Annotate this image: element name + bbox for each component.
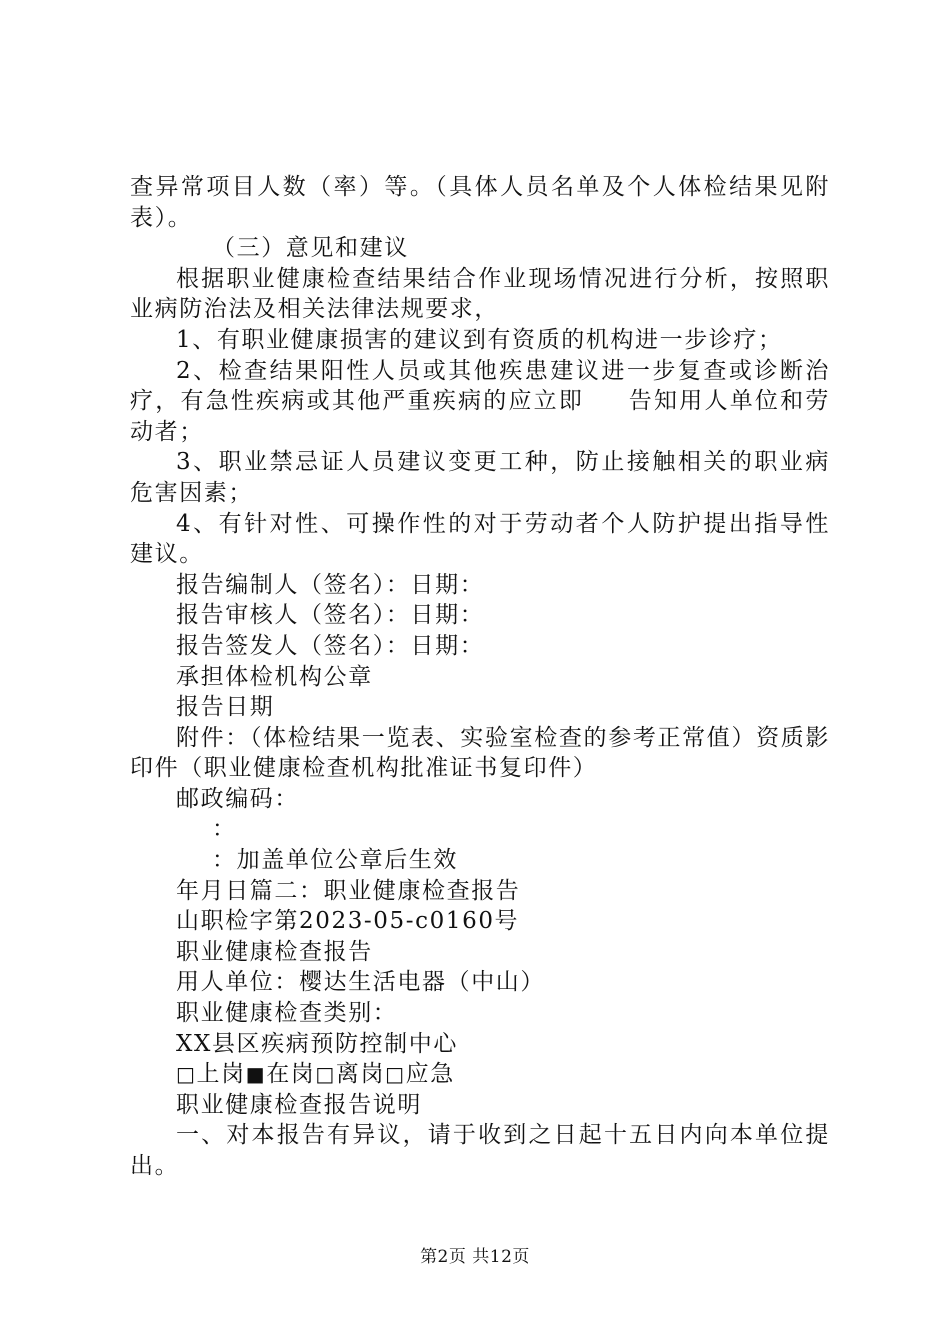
- employer-line: 用人单位：樱达生活电器（中山）: [176, 969, 545, 996]
- document-number: 山职检字第2023-05-c0160号: [176, 908, 520, 935]
- checkbox-checked-icon: ■: [245, 1062, 267, 1087]
- report-notes-heading: 职业健康检查报告说明: [176, 1091, 422, 1118]
- signature-line-reviewer: 报告审核人（签名）：日期：: [176, 602, 485, 629]
- list-item: 3、职业禁忌证人员建议变更工种，防止接触相关的职业病危害因素；: [130, 449, 830, 506]
- paragraph: 查异常项目人数（率）等。（具体人员名单及个人体检结果见附表）。: [130, 174, 830, 231]
- attachment-note: 附件：（体检结果一览表、实验室检查的参考正常值）资质影印件（职业健康检查机构批准证书复印件）: [130, 724, 830, 782]
- list-item: [130, 356, 830, 448]
- page-number-footer: 第2页 共12页: [420, 1247, 530, 1267]
- checkbox-icon: □: [176, 1062, 197, 1087]
- colon-line: ：: [212, 816, 237, 843]
- checkbox-icon: □: [315, 1062, 336, 1087]
- document-body: [130, 172, 830, 1182]
- checkbox-icon: □: [385, 1062, 406, 1087]
- paragraph: 根据职业健康检查结果结合作业现场情况进行分析，按照职业病防治法及相关法律法规要求，: [130, 265, 830, 323]
- list-item-text: 告知用人单位和劳动者；: [130, 388, 830, 445]
- checkbox-label: 在岗: [266, 1061, 316, 1088]
- signature-line-editor: 报告编制人（签名）：日期：: [176, 571, 485, 598]
- signature-line-issuer: 报告签发人（签名）：日期：: [176, 632, 485, 659]
- checkbox-label: 应急: [405, 1061, 455, 1088]
- exam-category-options: [130, 1059, 830, 1090]
- exam-category-label: 职业健康检查类别：: [176, 1000, 398, 1027]
- report-title: 职业健康检查报告: [176, 938, 373, 965]
- checkbox-label: 上岗: [196, 1061, 246, 1088]
- issuing-institution: XX县区疾病预防控制中心: [176, 1030, 458, 1057]
- institution-seal-label: 承担体检机构公章: [176, 663, 373, 690]
- list-item-text: 2、检查结果阳性人员或其他疾患建议进一步复查或诊断治疗，有急性疾病或其他严重疾病的应立即: [130, 357, 830, 415]
- report-note-item: 一、对本报告有异议，请于收到之日起十五日内向本单位提出。: [130, 1122, 830, 1179]
- list-item: 4、有针对性、可操作性的对于劳动者个人防护提出指导性建议。: [130, 510, 830, 568]
- checkbox-label: 离岗: [335, 1061, 386, 1088]
- section-heading: （三）意见和建议: [212, 235, 409, 262]
- chapter-heading: 年月日篇二：职业健康检查报告: [176, 877, 521, 904]
- list-item: 1、有职业健康损害的建议到有资质的机构进一步诊疗；: [176, 326, 783, 353]
- postal-code-label: 邮政编码：: [176, 785, 299, 812]
- report-date-label: 报告日期: [176, 694, 275, 721]
- seal-validity-note: ：加盖单位公章后生效: [212, 847, 458, 874]
